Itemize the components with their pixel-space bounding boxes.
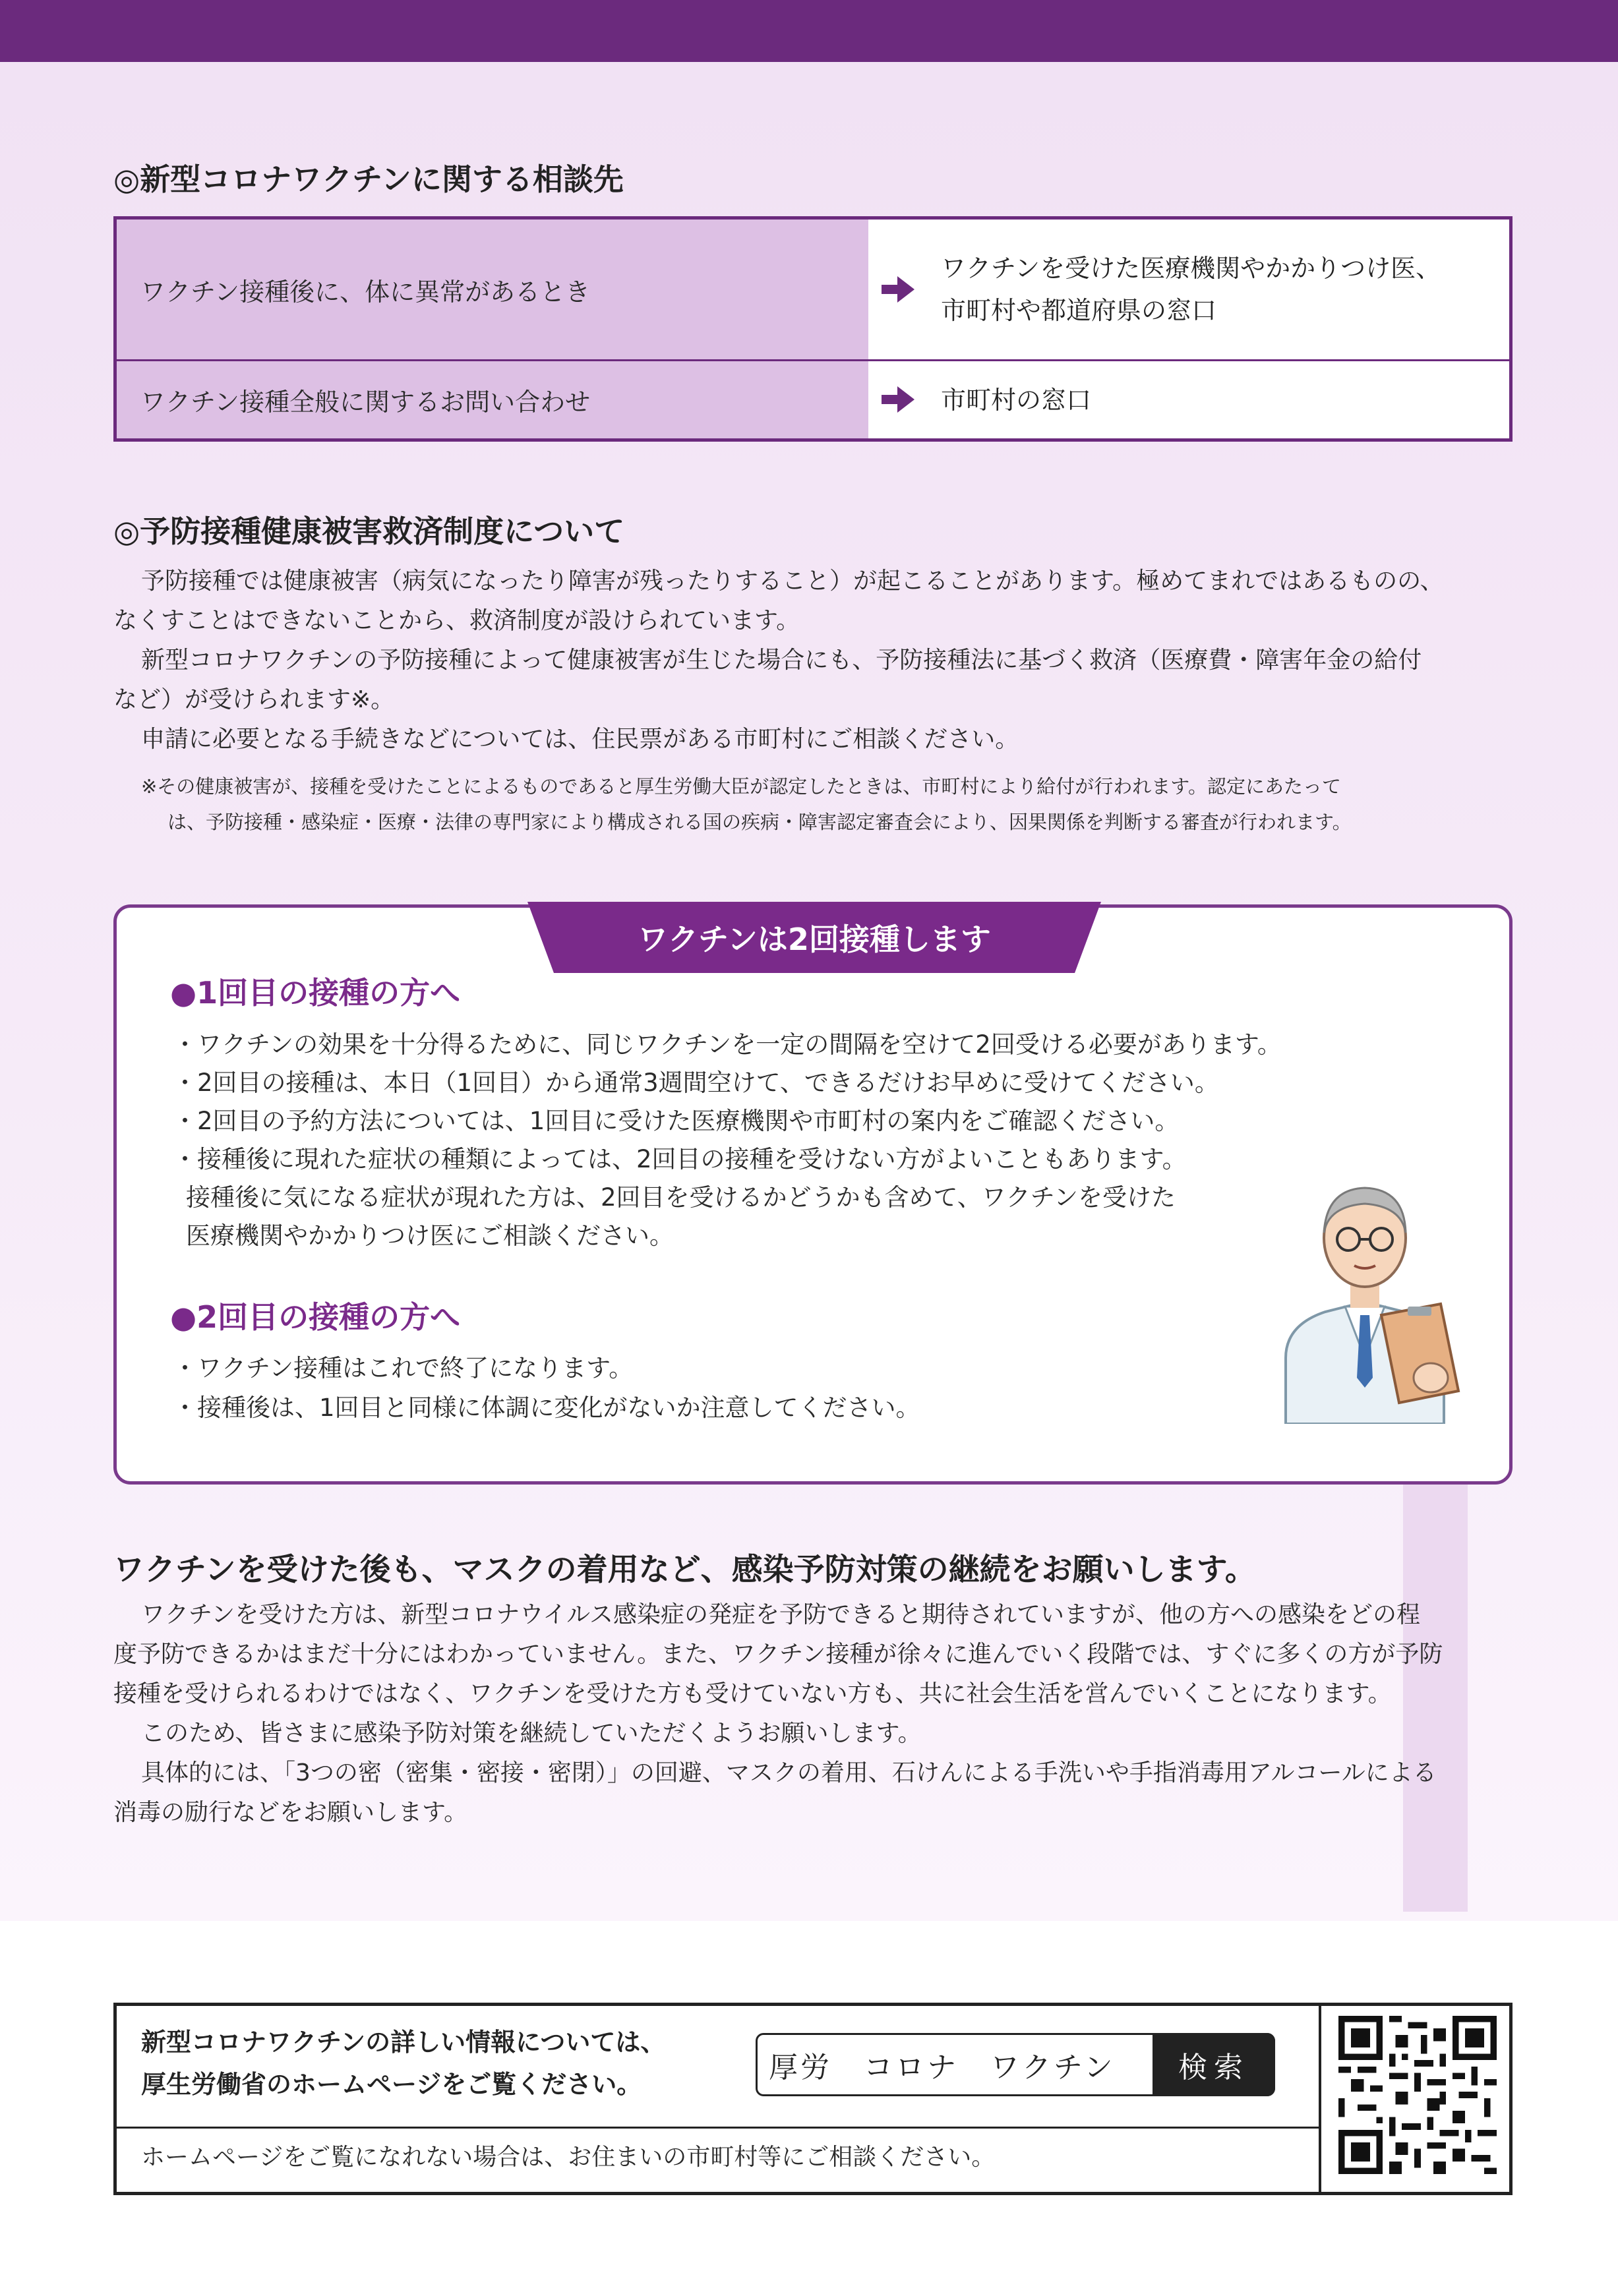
- prevention-paragraph-line: 消毒の励行などをお願いします。: [113, 1799, 468, 1826]
- prevention-heading: ワクチンを受けた後も、マスクの着用など、感染予防対策の継続をお願いします。: [113, 1552, 1256, 1588]
- search-query[interactable]: 厚労 コロナ ワクチン: [769, 2051, 1116, 2084]
- first-dose-line: 医療機関やかかりつけ医にご相談ください。: [186, 1222, 674, 1250]
- relief-heading: ◎予防接種健康被害救済制度について: [113, 514, 625, 549]
- second-dose-line: ・ワクチン接種はこれで終了になります。: [173, 1354, 634, 1382]
- consult-heading: ◎新型コロナワクチンに関する相談先: [113, 162, 624, 197]
- relief-footnote: は、予防接種・感染症・医療・法律の専門家により構成される国の疾病・障害認定審査会により、因果関係を判断する審査が行われます。: [167, 811, 1352, 833]
- info-text-line: 新型コロナワクチンの詳しい情報については、: [141, 2028, 666, 2057]
- info-text-line: 厚生労働省のホームページをご覧ください。: [141, 2070, 642, 2099]
- relief-paragraph-line: 申請に必要となる手続きなどについては、住民票がある市町村にご相談ください。: [141, 726, 1019, 753]
- consult-row: [117, 220, 1509, 361]
- qr-code[interactable]: [1338, 2016, 1497, 2174]
- prevention-paragraph-line: 具体的には、「3つの密（密集・密接・密閉）」の回避、マスクの着用、石けんによる手洗いや手指消毒用アルコールによる: [141, 1759, 1437, 1786]
- first-dose-line: ・2回目の接種は、本日（1回目）から通常3週間空けて、できるだけお早めに受けてください。: [173, 1069, 1219, 1097]
- relief-paragraph-line: 予防接種では健康被害（病気になったり障害が残ったりすること）が起こることがあります。極めてまれではあるものの、: [141, 568, 1444, 595]
- info-note: ホームページをご覧になれない場合は、お住まいの市町村等にご相談ください。: [141, 2144, 996, 2171]
- consult-row-contact: 市町村の窓口: [868, 361, 1509, 438]
- second-dose-heading: ●2回目の接種の方へ: [170, 1299, 461, 1335]
- divider: [113, 2127, 1320, 2129]
- two-doses-title: ワクチンは2回接種します: [638, 922, 991, 957]
- first-dose-heading: ●1回目の接種の方へ: [170, 975, 461, 1011]
- first-dose-line: ・接種後に現れた症状の種類によっては、2回目の接種を受けない方がよいこともあります。: [173, 1145, 1187, 1173]
- consult-row-contact: [868, 220, 1509, 359]
- consult-table: [113, 216, 1513, 442]
- relief-footnote: ※その健康被害が、接種を受けたことによるものであると厚生労働大臣が認定したときは、市町村により給付が行われます。認定にあたって: [141, 775, 1341, 798]
- doctor-illustration: [1266, 1160, 1477, 1424]
- consult-row-label: ワクチン接種全般に関するお問い合わせ: [117, 361, 868, 438]
- arrow-right-icon: [882, 386, 914, 413]
- consult-row: [117, 361, 1509, 438]
- second-dose-line: ・接種後は、1回目と同様に体調に変化がないか注意してください。: [173, 1394, 920, 1422]
- relief-paragraph-line: 新型コロナワクチンの予防接種によって健康被害が生じた場合にも、予防接種法に基づく救済（医療費・障害年金の給付: [141, 647, 1422, 674]
- search-button[interactable]: 検索: [1153, 2033, 1275, 2096]
- contact-line: ワクチンを受けた医療機関やかかりつけ医、: [941, 254, 1441, 283]
- first-dose-line: ・ワクチンの効果を十分得るために、同じワクチンを一定の間隔を空けて2回受ける必要があります。: [173, 1030, 1282, 1059]
- prevention-paragraph-line: ワクチンを受けた方は、新型コロナウイルス感染症の発症を予防できると期待されていますが、他の方への感染をどの程: [141, 1601, 1421, 1628]
- prevention-paragraph-line: 度予防できるかはまだ十分にはわかっていません。また、ワクチン接種が徐々に進んでいく段階では、すぐに多くの方が予防: [113, 1641, 1443, 1668]
- relief-paragraph-line: など）が受けられます※。: [113, 686, 395, 713]
- divider: [1319, 2003, 1321, 2195]
- first-dose-line: ・2回目の予約方法については、1回目に受けた医療機関や市町村の案内をご確認ください。: [173, 1107, 1180, 1135]
- prevention-paragraph-line: このため、皆さまに感染予防対策を継続していただくようお願いします。: [141, 1720, 922, 1747]
- top-color-band: [0, 0, 1618, 62]
- first-dose-line: 接種後に気になる症状が現れた方は、2回目を受けるかどうかも含めて、ワクチンを受けた: [186, 1183, 1176, 1212]
- contact-line: 市町村や都道府県の窓口: [941, 296, 1217, 325]
- arrow-right-icon: [882, 276, 914, 303]
- consult-row-label: ワクチン接種後に、体に異常があるとき: [117, 220, 868, 359]
- prevention-paragraph-line: 接種を受けられるわけではなく、ワクチンを受けた方も受けていない方も、共に社会生活を営んでいくことになります。: [113, 1680, 1392, 1707]
- relief-paragraph-line: なくすことはできないことから、救済制度が設けられています。: [113, 607, 800, 634]
